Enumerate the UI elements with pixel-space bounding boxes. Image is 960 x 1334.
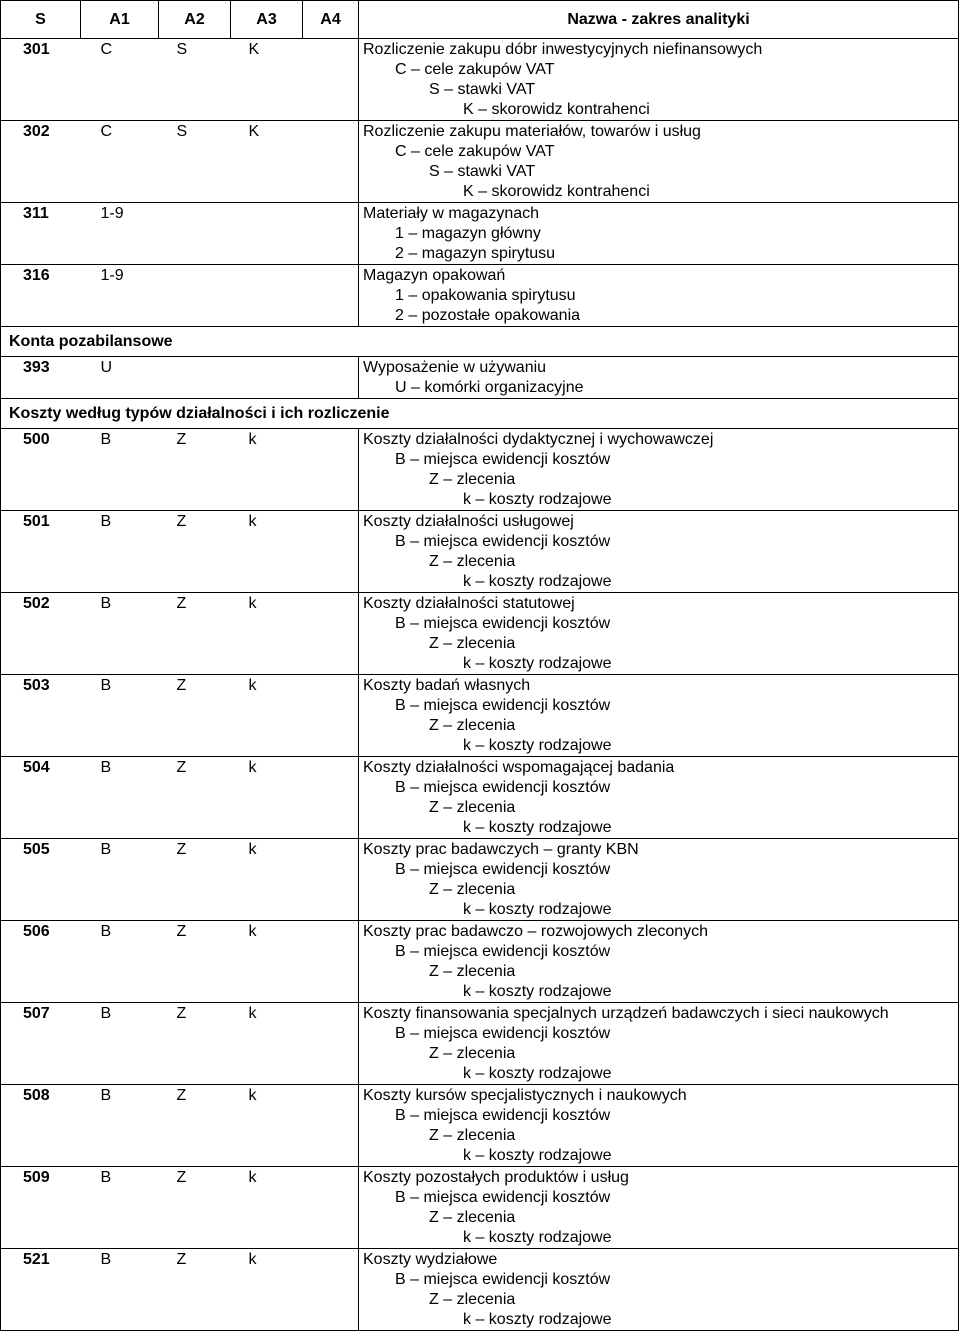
analytic-a3: k <box>231 921 303 1003</box>
analytic-line: k – koszty rodzajowe <box>463 901 612 918</box>
analytic-a4 <box>303 429 359 511</box>
analytic-a3 <box>231 265 303 327</box>
account-title: Magazyn opakowań <box>363 267 506 284</box>
analytic-a4 <box>303 1167 359 1249</box>
account-description <box>359 203 959 265</box>
account-row <box>1 1249 959 1331</box>
analytic-a2: Z <box>159 921 231 1003</box>
analytic-line: B – miejsca ewidencji kosztów <box>395 1107 611 1124</box>
analytic-line: k – koszty rodzajowe <box>463 1229 612 1246</box>
account-number: 311 <box>1 203 81 265</box>
analytic-line: B – miejsca ewidencji kosztów <box>395 697 611 714</box>
analytic-a3: k <box>231 757 303 839</box>
analytic-a1: B <box>81 511 159 593</box>
analytic-a4 <box>303 265 359 327</box>
analytic-a3 <box>231 357 303 399</box>
account-description <box>359 1003 959 1085</box>
account-description <box>359 675 959 757</box>
account-number: 506 <box>1 921 81 1003</box>
analytic-a4 <box>303 511 359 593</box>
account-description <box>359 39 959 121</box>
analytic-a4 <box>303 593 359 675</box>
analytic-a3: K <box>231 121 303 203</box>
analytic-a3: K <box>231 39 303 121</box>
analytic-line: B – miejsca ewidencji kosztów <box>395 615 611 632</box>
analytic-line: k – koszty rodzajowe <box>463 1147 612 1164</box>
account-number: 521 <box>1 1249 81 1331</box>
analytic-a3: k <box>231 1249 303 1331</box>
header-a2: A2 <box>159 1 231 39</box>
analytic-line: C – cele zakupów VAT <box>395 143 555 160</box>
analytic-a4 <box>303 839 359 921</box>
section-heading-row <box>1 327 959 357</box>
analytic-line: Z – zlecenia <box>429 799 516 816</box>
analytic-a3: k <box>231 429 303 511</box>
analytic-line: 1 – magazyn główny <box>395 225 541 242</box>
analytic-a2: Z <box>159 1167 231 1249</box>
analytic-line: B – miejsca ewidencji kosztów <box>395 1271 611 1288</box>
account-title: Wyposażenie w używaniu <box>363 359 547 376</box>
account-description <box>359 121 959 203</box>
account-title: Rozliczenie zakupu materiałów, towarów i usług <box>363 123 701 140</box>
account-title: Koszty kursów specjalistycznych i naukowych <box>363 1087 687 1104</box>
analytic-a3: k <box>231 511 303 593</box>
analytic-a2 <box>159 203 231 265</box>
analytic-a1: B <box>81 839 159 921</box>
analytic-line: k – koszty rodzajowe <box>463 1311 612 1328</box>
analytic-a3: k <box>231 839 303 921</box>
account-title: Koszty prac badawczo – rozwojowych zleconych <box>363 923 709 940</box>
analytic-line: U – komórki organizacyjne <box>395 379 584 396</box>
analytic-line: K – skorowidz kontrahenci <box>463 101 650 118</box>
analytic-a2: Z <box>159 1003 231 1085</box>
account-row <box>1 511 959 593</box>
analytic-a2: Z <box>159 1085 231 1167</box>
account-title: Koszty działalności usługowej <box>363 513 574 530</box>
analytic-a1: B <box>81 757 159 839</box>
header-a3: A3 <box>231 1 303 39</box>
analytic-line: Z – zlecenia <box>429 963 516 980</box>
analytic-line: C – cele zakupów VAT <box>395 61 555 78</box>
account-title: Koszty pozostałych produktów i usług <box>363 1169 629 1186</box>
account-title: Rozliczenie zakupu dóbr inwestycyjnych niefinansowych <box>363 41 763 58</box>
account-title: Koszty działalności dydaktycznej i wychowawczej <box>363 431 714 448</box>
account-row <box>1 121 959 203</box>
analytic-line: Z – zlecenia <box>429 717 516 734</box>
section-heading: Konta pozabilansowe <box>1 327 959 357</box>
analytic-a4 <box>303 757 359 839</box>
analytic-line: Z – zlecenia <box>429 1127 516 1144</box>
account-row <box>1 1003 959 1085</box>
analytic-line: B – miejsca ewidencji kosztów <box>395 943 611 960</box>
account-description <box>359 839 959 921</box>
analytic-a4 <box>303 1249 359 1331</box>
analytic-a1: 1-9 <box>81 265 159 327</box>
account-number: 508 <box>1 1085 81 1167</box>
analytic-a2 <box>159 357 231 399</box>
account-row <box>1 839 959 921</box>
analytic-a1: C <box>81 39 159 121</box>
analytic-a2: Z <box>159 757 231 839</box>
analytic-a2: Z <box>159 429 231 511</box>
account-row <box>1 757 959 839</box>
account-description <box>359 511 959 593</box>
analytic-a4 <box>303 203 359 265</box>
analytic-line: Z – zlecenia <box>429 1209 516 1226</box>
account-number: 509 <box>1 1167 81 1249</box>
account-row <box>1 921 959 1003</box>
analytic-a1: B <box>81 593 159 675</box>
analytic-line: k – koszty rodzajowe <box>463 819 612 836</box>
analytic-line: Z – zlecenia <box>429 1291 516 1308</box>
account-number: 501 <box>1 511 81 593</box>
analytic-a2: S <box>159 39 231 121</box>
analytic-a1: B <box>81 1167 159 1249</box>
analytic-a2: Z <box>159 839 231 921</box>
analytic-a2: Z <box>159 1249 231 1331</box>
account-number: 505 <box>1 839 81 921</box>
analytic-line: 2 – magazyn spirytusu <box>395 245 556 262</box>
account-row <box>1 265 959 327</box>
analytic-a1: 1-9 <box>81 203 159 265</box>
table-header-row <box>1 1 959 39</box>
analytic-a2: Z <box>159 593 231 675</box>
account-description <box>359 757 959 839</box>
account-number: 507 <box>1 1003 81 1085</box>
account-description <box>359 357 959 399</box>
account-title: Koszty prac badawczych – granty KBN <box>363 841 639 858</box>
account-row <box>1 357 959 399</box>
header-name: Nazwa - zakres analityki <box>359 1 959 39</box>
analytic-line: k – koszty rodzajowe <box>463 1065 612 1082</box>
analytic-line: S – stawki VAT <box>429 163 536 180</box>
analytic-line: B – miejsca ewidencji kosztów <box>395 1189 611 1206</box>
analytic-line: Z – zlecenia <box>429 1045 516 1062</box>
account-row <box>1 203 959 265</box>
account-row <box>1 593 959 675</box>
analytic-line: Z – zlecenia <box>429 635 516 652</box>
account-number: 503 <box>1 675 81 757</box>
analytic-a2: Z <box>159 675 231 757</box>
analytic-line: B – miejsca ewidencji kosztów <box>395 533 611 550</box>
header-a4: A4 <box>303 1 359 39</box>
analytic-line: B – miejsca ewidencji kosztów <box>395 451 611 468</box>
account-title: Koszty finansowania specjalnych urządzeń badawczych i sieci naukowych <box>363 1005 889 1022</box>
analytic-a2: Z <box>159 511 231 593</box>
header-a1: A1 <box>81 1 159 39</box>
analytic-line: B – miejsca ewidencji kosztów <box>395 1025 611 1042</box>
account-title: Koszty wydziałowe <box>363 1251 498 1268</box>
analytic-a4 <box>303 1085 359 1167</box>
account-number: 301 <box>1 39 81 121</box>
account-number: 316 <box>1 265 81 327</box>
account-title: Koszty działalności wspomagającej badania <box>363 759 675 776</box>
account-number: 504 <box>1 757 81 839</box>
analytic-a1: U <box>81 357 159 399</box>
analytic-line: K – skorowidz kontrahenci <box>463 183 650 200</box>
analytic-line: k – koszty rodzajowe <box>463 655 612 672</box>
analytic-line: 1 – opakowania spirytusu <box>395 287 576 304</box>
analytic-line: Z – zlecenia <box>429 553 516 570</box>
account-number: 393 <box>1 357 81 399</box>
analytic-a3: k <box>231 1085 303 1167</box>
account-description <box>359 1085 959 1167</box>
account-number: 502 <box>1 593 81 675</box>
account-row <box>1 1085 959 1167</box>
analytic-a4 <box>303 121 359 203</box>
account-description <box>359 921 959 1003</box>
analytic-line: k – koszty rodzajowe <box>463 491 612 508</box>
analytic-a4 <box>303 675 359 757</box>
analytic-a4 <box>303 1003 359 1085</box>
analytic-line: k – koszty rodzajowe <box>463 737 612 754</box>
header-s: S <box>1 1 81 39</box>
analytic-a3: k <box>231 1003 303 1085</box>
analytic-line: B – miejsca ewidencji kosztów <box>395 779 611 796</box>
account-title: Koszty badań własnych <box>363 677 531 694</box>
account-number: 500 <box>1 429 81 511</box>
analytic-a3: k <box>231 675 303 757</box>
account-row <box>1 39 959 121</box>
account-row <box>1 1167 959 1249</box>
account-description <box>359 593 959 675</box>
account-description <box>359 1167 959 1249</box>
analytic-line: B – miejsca ewidencji kosztów <box>395 861 611 878</box>
analytic-line: k – koszty rodzajowe <box>463 573 612 590</box>
account-row <box>1 429 959 511</box>
analytic-a3 <box>231 203 303 265</box>
account-row <box>1 675 959 757</box>
section-heading: Koszty według typów działalności i ich rozliczenie <box>1 399 959 429</box>
analytic-a1: B <box>81 1003 159 1085</box>
analytic-a4 <box>303 39 359 121</box>
analytic-a3: k <box>231 1167 303 1249</box>
account-description <box>359 429 959 511</box>
analytic-a1: B <box>81 1249 159 1331</box>
analytic-a1: B <box>81 1085 159 1167</box>
analytic-a1: B <box>81 921 159 1003</box>
analytic-a4 <box>303 921 359 1003</box>
analytic-a4 <box>303 357 359 399</box>
analytic-line: k – koszty rodzajowe <box>463 983 612 1000</box>
analytic-a1: B <box>81 429 159 511</box>
analytic-a3: k <box>231 593 303 675</box>
analytic-a2: S <box>159 121 231 203</box>
analytic-line: Z – zlecenia <box>429 471 516 488</box>
account-description <box>359 265 959 327</box>
analytic-line: Z – zlecenia <box>429 881 516 898</box>
analytic-a2 <box>159 265 231 327</box>
account-title: Materiały w magazynach <box>363 205 540 222</box>
account-title: Koszty działalności statutowej <box>363 595 575 612</box>
analytic-line: 2 – pozostałe opakowania <box>395 307 581 324</box>
account-number: 302 <box>1 121 81 203</box>
section-heading-row <box>1 399 959 429</box>
analytic-a1: C <box>81 121 159 203</box>
analytic-a1: B <box>81 675 159 757</box>
analytic-line: S – stawki VAT <box>429 81 536 98</box>
account-description <box>359 1249 959 1331</box>
